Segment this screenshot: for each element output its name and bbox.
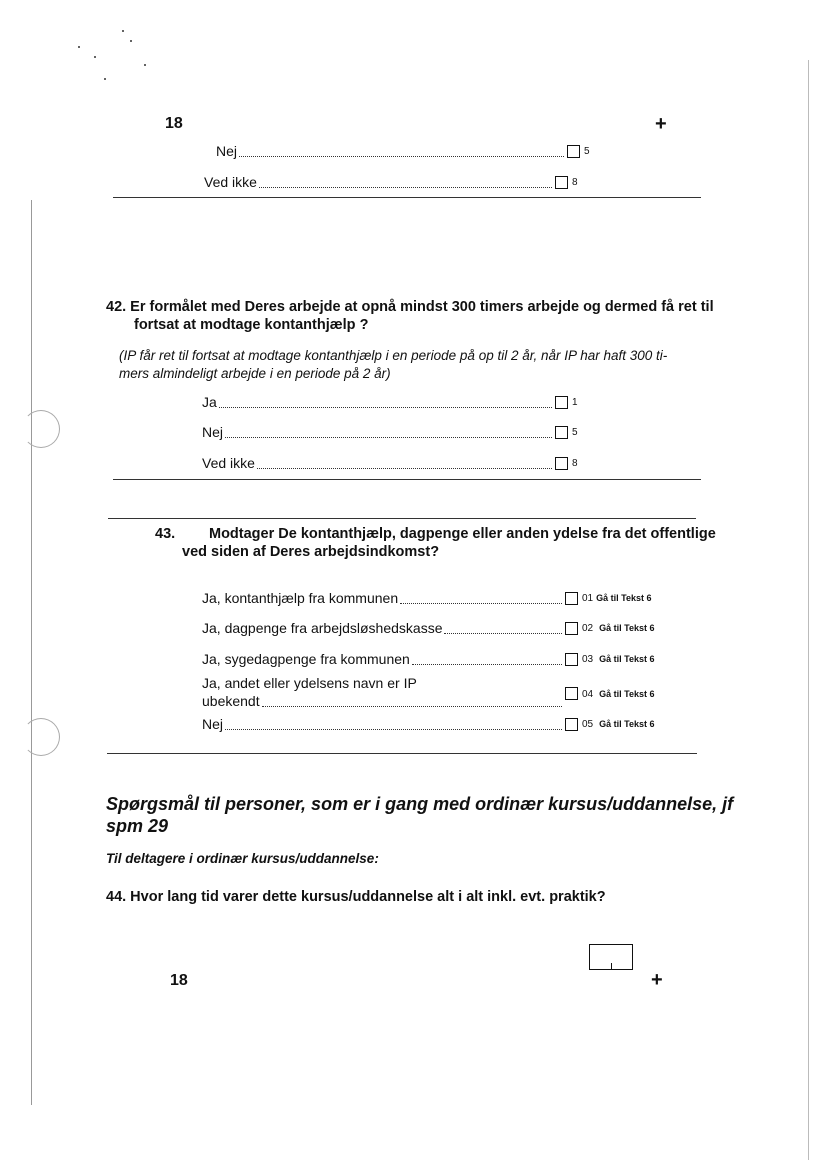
digit-separator bbox=[611, 963, 612, 969]
goto-instruction: Gå til Tekst 6 bbox=[599, 689, 655, 699]
question-42-line2: fortsat at modtage kontanthjælp ? bbox=[134, 317, 369, 333]
option-label: Nej bbox=[216, 143, 238, 159]
option-row[interactable] bbox=[204, 174, 568, 190]
checkbox[interactable] bbox=[565, 592, 578, 605]
option-code: 1 bbox=[572, 397, 578, 408]
dot-leader bbox=[219, 407, 552, 408]
checkbox[interactable] bbox=[555, 396, 568, 409]
section-subtitle: Til deltagere i ordinær kursus/uddannelse: bbox=[106, 851, 379, 866]
question-43-line2: ved siden af Deres arbejdsindkomst? bbox=[182, 544, 440, 560]
dot-leader bbox=[239, 156, 564, 157]
dot-leader bbox=[225, 729, 562, 730]
binder-hole-top bbox=[22, 410, 60, 448]
answer-entry-box[interactable] bbox=[589, 944, 633, 970]
checkbox[interactable] bbox=[565, 687, 578, 700]
question-42-text bbox=[106, 298, 786, 334]
option-code-goto: 01 Gå til Tekst 6 bbox=[582, 593, 652, 604]
dot-leader bbox=[262, 706, 562, 707]
option-label: Nej bbox=[202, 716, 224, 732]
question-43-number: 43. bbox=[155, 526, 176, 542]
option-label: Ja, kontanthjælp fra kommunen bbox=[202, 590, 399, 606]
right-margin-line bbox=[808, 60, 809, 1160]
goto-instruction: Gå til Tekst 6 bbox=[599, 654, 655, 664]
option-code-goto: 03 Gå til Tekst 6 bbox=[582, 654, 655, 665]
checkbox[interactable] bbox=[555, 457, 568, 470]
goto-instruction: Gå til Tekst 6 bbox=[599, 623, 655, 633]
option-label: Ved ikke bbox=[202, 455, 255, 471]
option-row[interactable] bbox=[202, 424, 568, 440]
option-code-goto: 04 Gå til Tekst 6 bbox=[582, 689, 655, 700]
option-row[interactable] bbox=[202, 455, 568, 471]
section-divider bbox=[107, 753, 697, 754]
option-row[interactable] bbox=[202, 716, 578, 732]
question-42-note-line1: (IP får ret til fortsat at modtage kontanthjælp i en periode på op til 2 år, når IP har haft 300 ti- bbox=[119, 348, 668, 363]
goto-instruction: Gå til Tekst 6 bbox=[596, 593, 652, 603]
dot-leader bbox=[412, 664, 562, 665]
page-number-top: 18 bbox=[165, 115, 183, 132]
option-label: Ja, dagpenge fra arbejdsløshedskasse bbox=[202, 620, 443, 636]
checkbox[interactable] bbox=[555, 176, 568, 189]
page-number-bottom: 18 bbox=[170, 972, 188, 989]
scan-speck bbox=[122, 30, 124, 32]
checkbox[interactable] bbox=[565, 622, 578, 635]
question-43-line1: Modtager De kontanthjælp, dagpenge eller anden ydelse fra det offentlige bbox=[209, 526, 716, 542]
option-label: Ved ikke bbox=[204, 174, 257, 190]
section-divider bbox=[113, 197, 701, 198]
option-label: ubekendt bbox=[202, 693, 260, 709]
dot-leader bbox=[400, 603, 562, 604]
scan-speck bbox=[94, 56, 96, 58]
option-label: Ja, sygedagpenge fra kommunen bbox=[202, 651, 410, 667]
option-code: 5 bbox=[584, 146, 590, 157]
dot-leader bbox=[444, 633, 562, 634]
scan-speck bbox=[78, 46, 80, 48]
option-code-goto: 05 Gå til Tekst 6 bbox=[582, 719, 655, 730]
question-43-text bbox=[155, 525, 795, 561]
option-row[interactable] bbox=[216, 143, 580, 159]
left-margin-line bbox=[31, 200, 32, 1105]
option-label-line1: Ja, andet eller ydelsens navn er IP bbox=[202, 675, 417, 691]
option-row[interactable] bbox=[202, 651, 578, 667]
question-42-note-line2: mers almindeligt arbejde i en periode på 2 år) bbox=[119, 366, 391, 381]
option-label: Nej bbox=[202, 424, 224, 440]
option-row[interactable] bbox=[202, 394, 568, 410]
option-code: 8 bbox=[572, 458, 578, 469]
scan-speck bbox=[104, 78, 106, 80]
registration-plus-bottom: + bbox=[651, 969, 663, 991]
scan-speck bbox=[144, 64, 146, 66]
section-divider bbox=[113, 479, 701, 480]
section-title-line2: spm 29 bbox=[106, 816, 169, 836]
option-row[interactable] bbox=[202, 693, 578, 709]
dot-leader bbox=[259, 187, 552, 188]
checkbox[interactable] bbox=[555, 426, 568, 439]
option-code: 8 bbox=[572, 177, 578, 188]
registration-plus-top: + bbox=[655, 113, 667, 135]
option-code: 5 bbox=[572, 427, 578, 438]
checkbox[interactable] bbox=[565, 718, 578, 731]
option-row[interactable] bbox=[202, 620, 578, 636]
binder-hole-bottom bbox=[22, 718, 60, 756]
option-row[interactable] bbox=[202, 590, 578, 606]
section-title-line1: Spørgsmål til personer, som er i gang med ordinær kursus/uddannelse, jf bbox=[106, 794, 734, 814]
section-divider bbox=[108, 518, 696, 519]
option-code-goto: 02 Gå til Tekst 6 bbox=[582, 623, 655, 634]
scan-speck bbox=[130, 40, 132, 42]
question-44-text: 44. Hvor lang tid varer dette kursus/uddannelse alt i alt inkl. evt. praktik? bbox=[106, 889, 606, 905]
question-42-note bbox=[119, 347, 779, 383]
checkbox[interactable] bbox=[565, 653, 578, 666]
dot-leader bbox=[225, 437, 552, 438]
question-42-line1: 42. Er formålet med Deres arbejde at opnå mindst 300 timers arbejde og dermed få ret til bbox=[106, 299, 714, 315]
goto-instruction: Gå til Tekst 6 bbox=[599, 719, 655, 729]
dot-leader bbox=[257, 468, 552, 469]
option-label: Ja bbox=[202, 394, 217, 410]
checkbox[interactable] bbox=[567, 145, 580, 158]
section-title bbox=[106, 793, 796, 837]
